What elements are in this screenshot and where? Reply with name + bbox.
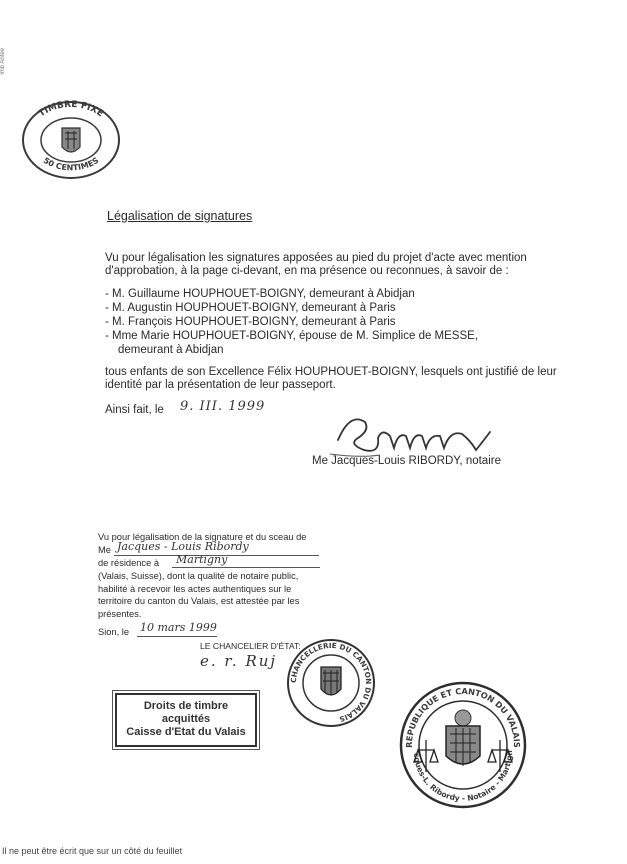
handwritten-date: 9. III. 1999 [180,399,266,414]
residence-underline [172,567,320,568]
closing-line: identité par la présentation de leur passeport. [105,379,336,391]
chancellor-signature: e. r. Ruj [200,652,278,670]
list-item: - M. Guillaume HOUPHOUET-BOIGNY, demeurant à Abidjan [105,288,415,300]
me-prefix: Me [98,545,111,555]
list-item: - M. Augustin HOUPHOUET-BOIGNY, demeurant à Paris [105,302,396,314]
footer-note: Il ne peut être écrit que sur un côté du feuillet [2,846,183,856]
list-item: - M. François HOUPHOUET-BOIGNY, demeurant à Paris [105,316,396,328]
page-title: Légalisation de signatures [107,209,253,223]
notary-seal [398,680,528,810]
seal-ring-top: REPUBLIQUE ET CANTON DU VALAIS [403,685,523,748]
sion-date-handwritten: 10 mars 1999 [140,621,217,634]
intro-line: d'approbation, à la page ci-devant, en ma présence ou reconnues, à savoir de : [105,265,509,277]
chancellerie-ring-text: CHANCELLERIE DU CANTON DU VALAIS [288,640,374,724]
fee-stamp-line: Droits de timbre [143,700,229,712]
fee-stamp [115,693,257,747]
fee-stamp-line: Caisse d'Etat du Valais [126,726,246,738]
seal-ring-bottom: cques-L. Ribordy - Notaire - Martign [411,750,515,803]
legalisation-line: (Valais, Suisse), dont la qualité de notaire public, [98,571,299,581]
list-item: - Mme Marie HOUPHOUET-BOIGNY, épouse de M. Simplice de MESSE, [105,330,479,342]
date-underline [137,636,217,637]
notary-name-handwritten: Jacques - Louis Ribordy [117,540,249,553]
sion-label: Sion, le [98,627,130,637]
residence-handwritten: Martigny [176,553,228,566]
list-item: demeurant à Abidjan [118,344,224,356]
legalisation-line: habilité à recevoir les actes authentiques sur le [98,583,292,594]
legalisation-line: territoire du canton du Valais, est attestée par les [98,596,300,606]
timbre-fixe-ring-text: TIMBRE FIXE [37,99,105,120]
notary-name: Me Jacques-Louis RIBORDY, notaire [312,455,501,467]
residence-label: de résidence à [98,558,159,568]
fee-stamp-line: acquittés [161,713,211,725]
chancellerie-stamp [285,637,377,729]
margin-note: lmb Antee [0,47,7,75]
legalisation-line: Vu pour légalisation de la signature et du sceau de [98,532,307,542]
timbre-fixe-stamp [12,95,130,185]
signatory-list [105,288,478,357]
timbre-fixe-amount: 50 CENTIMES [41,155,101,173]
svg-text:50 CENTIMES [42,156,101,173]
place-date-label: Ainsi fait, le [105,404,164,416]
closing-line: tous enfants de son Excellence Félix HOUPHOUET-BOIGNY, lesquels ont justifié de leur [105,366,557,378]
chancellor-label: LE CHANCELIER D'ÉTAT: [200,641,301,651]
intro-line: Vu pour légalisation les signatures apposées au pied du projet d'acte avec mention [105,252,527,264]
legalisation-line: présentes. [98,608,142,619]
